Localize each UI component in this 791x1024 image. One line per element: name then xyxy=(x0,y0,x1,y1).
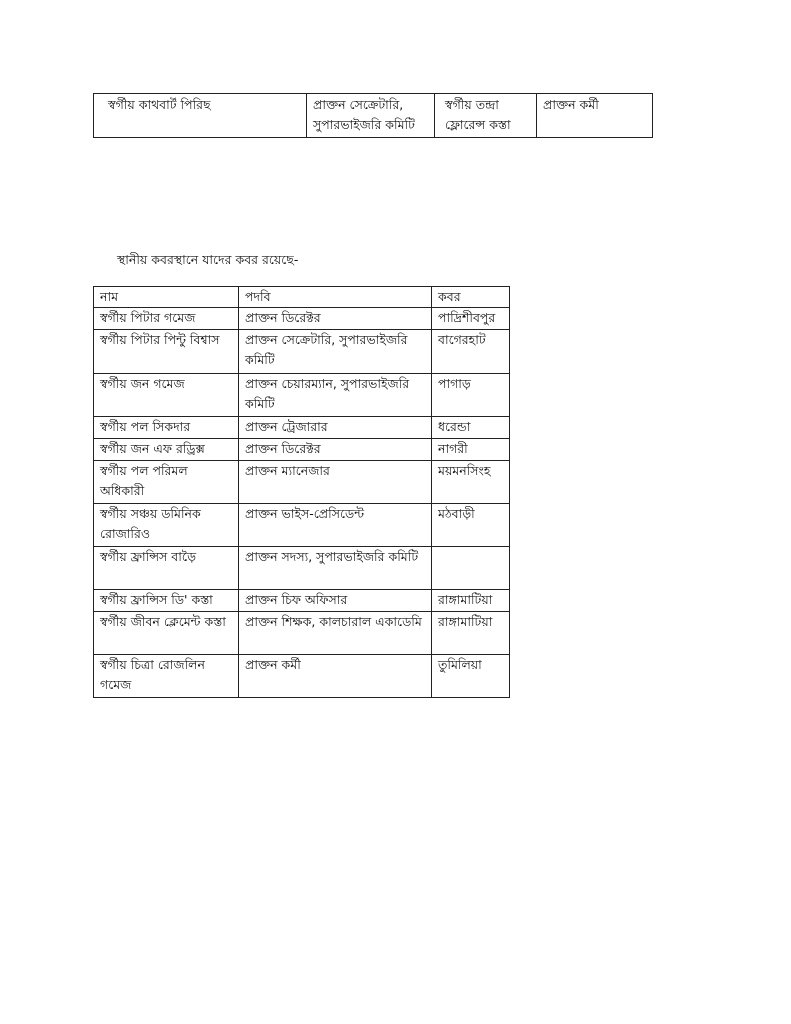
grave-cell xyxy=(432,547,510,590)
table-row xyxy=(94,374,510,417)
grave-cell: রাঙ্গামাটিয়া xyxy=(432,612,510,655)
grave-cell: রাঙ্গামাটিয়া xyxy=(432,590,510,612)
table-row xyxy=(94,308,510,330)
name-cell: স্বর্গীয় জীবন ক্লেমেন্ট কস্তা xyxy=(94,612,239,655)
name-cell: স্বর্গীয় ফ্রান্সিস বাড়ৈ xyxy=(94,547,239,590)
position-cell: প্রাক্তন সেক্রেটারি, সুপারভাইজরি কমিটি xyxy=(239,330,432,374)
name-cell: স্বর্গীয় জন গমেজ xyxy=(94,374,239,417)
position-cell: প্রাক্তন সদস্য, সুপারভাইজরি কমিটি xyxy=(239,547,432,590)
table-row xyxy=(94,417,510,439)
grave-cell: পাগাড় xyxy=(432,374,510,417)
header-grave: কবর xyxy=(432,287,510,308)
staff-table-continued xyxy=(93,93,653,138)
name-cell-2: স্বর্গীয় তন্দ্রা ফ্লোরেন্স কস্তা xyxy=(435,94,537,138)
name-cell: স্বর্গীয় ফ্রান্সিস ডি' কস্তা xyxy=(94,590,239,612)
name-cell: স্বর্গীয় পল সিকদার xyxy=(94,417,239,439)
table-row xyxy=(94,94,653,138)
position-cell: প্রাক্তন ডিরেক্টর xyxy=(239,308,432,330)
grave-cell: বাগেরহাট xyxy=(432,330,510,374)
position-cell: প্রাক্তন চেয়ারম্যান, সুপারভাইজরি কমিটি xyxy=(239,374,432,417)
table-row xyxy=(94,461,510,504)
grave-cell: ময়মনসিংহ xyxy=(432,461,510,504)
header-name: নাম xyxy=(94,287,239,308)
table-row xyxy=(94,439,510,461)
grave-cell: পাদ্রিশীবপুর xyxy=(432,308,510,330)
position-cell: প্রাক্তন ভাইস-প্রেসিডেন্ট xyxy=(239,504,432,547)
name-cell: স্বর্গীয় পিটার গমেজ xyxy=(94,308,239,330)
position-cell: প্রাক্তন চিফ অফিসার xyxy=(239,590,432,612)
name-cell: স্বর্গীয় কাথবার্ট পিরিছ xyxy=(94,94,307,138)
header-position: পদবি xyxy=(239,287,432,308)
table-row xyxy=(94,330,510,374)
table-row xyxy=(94,504,510,547)
position-cell: প্রাক্তন শিক্ষক, কালচারাল একাডেমি xyxy=(239,612,432,655)
grave-cell: মঠবাড়ী xyxy=(432,504,510,547)
position-cell: প্রাক্তন ম্যানেজার xyxy=(239,461,432,504)
grave-cell: তুমিলিয়া xyxy=(432,655,510,698)
grave-cell: ধরেন্ডা xyxy=(432,417,510,439)
burial-table xyxy=(93,286,510,698)
name-cell: স্বর্গীয় সঞ্চয় ডমিনিক রোজারিও xyxy=(94,504,239,547)
table-row xyxy=(94,655,510,698)
section-heading: স্থানীয় কবরস্থানে যাদের কবর রয়েছে- xyxy=(117,252,299,267)
table-row xyxy=(94,590,510,612)
name-cell: স্বর্গীয় পিটার পিন্টু বিশ্বাস xyxy=(94,330,239,374)
position-cell: প্রাক্তন কর্মী xyxy=(239,655,432,698)
table-row xyxy=(94,547,510,590)
position-cell: প্রাক্তন ট্রেজারার xyxy=(239,417,432,439)
name-cell: স্বর্গীয় পল পরিমল অধিকারী xyxy=(94,461,239,504)
grave-cell: নাগরী xyxy=(432,439,510,461)
position-cell: প্রাক্তন ডিরেক্টর xyxy=(239,439,432,461)
table-header-row xyxy=(94,287,510,308)
name-cell: স্বর্গীয় জন এফ রড্রিক্স xyxy=(94,439,239,461)
name-cell: স্বর্গীয় চিত্রা রোজলিন গমেজ xyxy=(94,655,239,698)
position-cell: প্রাক্তন সেক্রেটারি, সুপারভাইজরি কমিটি xyxy=(307,94,435,138)
position-cell-2: প্রাক্তন কর্মী xyxy=(537,94,653,138)
table-row xyxy=(94,612,510,655)
